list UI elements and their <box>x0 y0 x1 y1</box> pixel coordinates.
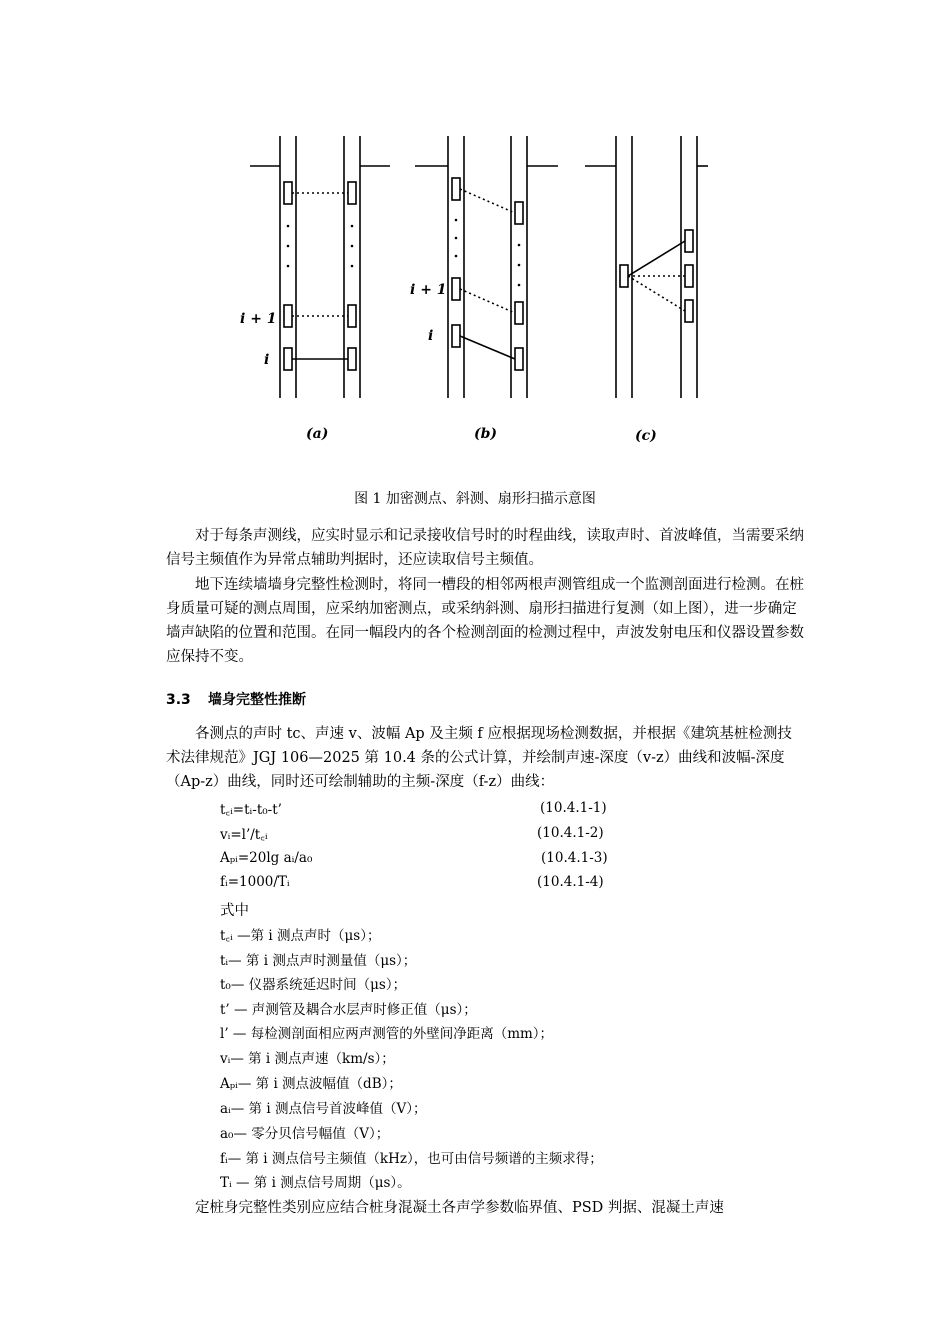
paragraph-final: 定桩身完整性类别应应结合桩身混凝土各声学参数临界值、PSD 判据、混凝土声速 <box>195 1200 724 1216</box>
formula-4: fᵢ=1000/Tᵢ <box>220 874 290 890</box>
definition-item: t₀— 仪器系统延迟时间（μs）； <box>220 977 407 993</box>
definition-item: t꜀ᵢ —第 i 测点声时（μs）； <box>220 928 381 944</box>
formula-4-number: (10.4.1-4) <box>537 874 604 890</box>
definition-item: vᵢ— 第 i 测点声速（km/s）； <box>220 1051 395 1067</box>
definition-item: t’ — 声测管及耦合水层声时修正值（μs）； <box>220 1002 477 1018</box>
figure-caption: 图 1 加密测点、斜测、扇形扫描示意图 <box>354 491 596 507</box>
row-label-i-plus-1-b: i + 1 <box>410 282 447 298</box>
definition-item: aᵢ— 第 i 测点信号首波峰值（V）； <box>220 1101 427 1117</box>
formula-1: t꜀ᵢ=tᵢ-t₀-t’ <box>220 802 282 818</box>
formula-2: vᵢ=l’/t꜀ᵢ <box>220 827 268 843</box>
row-label-i-a: i <box>264 352 270 368</box>
formula-1-number: (10.4.1-1) <box>540 800 607 816</box>
definition-item: a₀— 零分贝信号幅值（V）； <box>220 1126 390 1142</box>
section-number: 3.3 <box>166 692 191 708</box>
section-title: 墙身完整性推断 <box>208 692 306 708</box>
scan-diagram-figure <box>240 130 710 460</box>
formula-3-number: (10.4.1-3) <box>541 850 608 866</box>
row-label-i-b: i <box>428 328 434 344</box>
where-label: 式中 <box>220 903 249 919</box>
definition-item: l’ — 每检测剖面相应两声测管的外壁间净距离（mm）； <box>220 1026 554 1042</box>
paragraph-wall-inspection: 地下连续墙墙身完整性检测时，将同一槽段的相邻两根声测管组成一个监测剖面进行检测。在桩身质量可疑的测点周围，应采纳加密测点，或采纳斜测、扇形扫描进行复测（如上图），进一步确定墙声缺陷的位置和范围。在同一幅段内的各个检测剖面的检测过程中，声波发射电压和仪器设置参数应保持不变。 <box>166 577 804 665</box>
row-label-i-plus-1-a: i + 1 <box>240 311 277 327</box>
definition-item: tᵢ— 第 i 测点声时测量值（μs）； <box>220 953 417 969</box>
panel-b-diagram <box>415 136 558 398</box>
formula-2-number: (10.4.1-2) <box>537 825 604 841</box>
panel-label-b: (b) <box>474 426 498 442</box>
section-heading <box>166 689 306 709</box>
paragraph-section-intro: 各测点的声时 tc、声速 v、波幅 Ap 及主频 f 应根据现场检测数据，并根据《建筑基桩检测技术法律规范》JGJ 106—2025 第 10.4 条的公式计算，并绘制声速-深度（v-z）曲线和波幅-深度（Ap-z）曲线，同时还可绘制辅助的主频-深度（f-z）曲线： <box>166 726 792 790</box>
panel-a-diagram <box>250 136 390 398</box>
definition-item: Tᵢ — 第 i 测点信号周期（μs）。 <box>220 1175 411 1191</box>
panel-label-a: (a) <box>306 426 329 442</box>
formula-3: Aₚᵢ=20lg aᵢ/a₀ <box>220 850 313 866</box>
paragraph-signal-reading: 对于每条声测线，应实时显示和记录接收信号时的时程曲线，读取声时、首波峰值，当需要采纳信号主频值作为异常点辅助判据时，还应读取信号主频值。 <box>166 528 804 568</box>
panel-label-c: (c) <box>635 428 657 444</box>
definition-item: fᵢ— 第 i 测点信号主频值（kHz），也可由信号频谱的主频求得； <box>220 1151 603 1167</box>
definition-item: Aₚᵢ— 第 i 测点波幅值（dB）； <box>220 1076 402 1092</box>
panel-c-diagram <box>585 136 708 398</box>
